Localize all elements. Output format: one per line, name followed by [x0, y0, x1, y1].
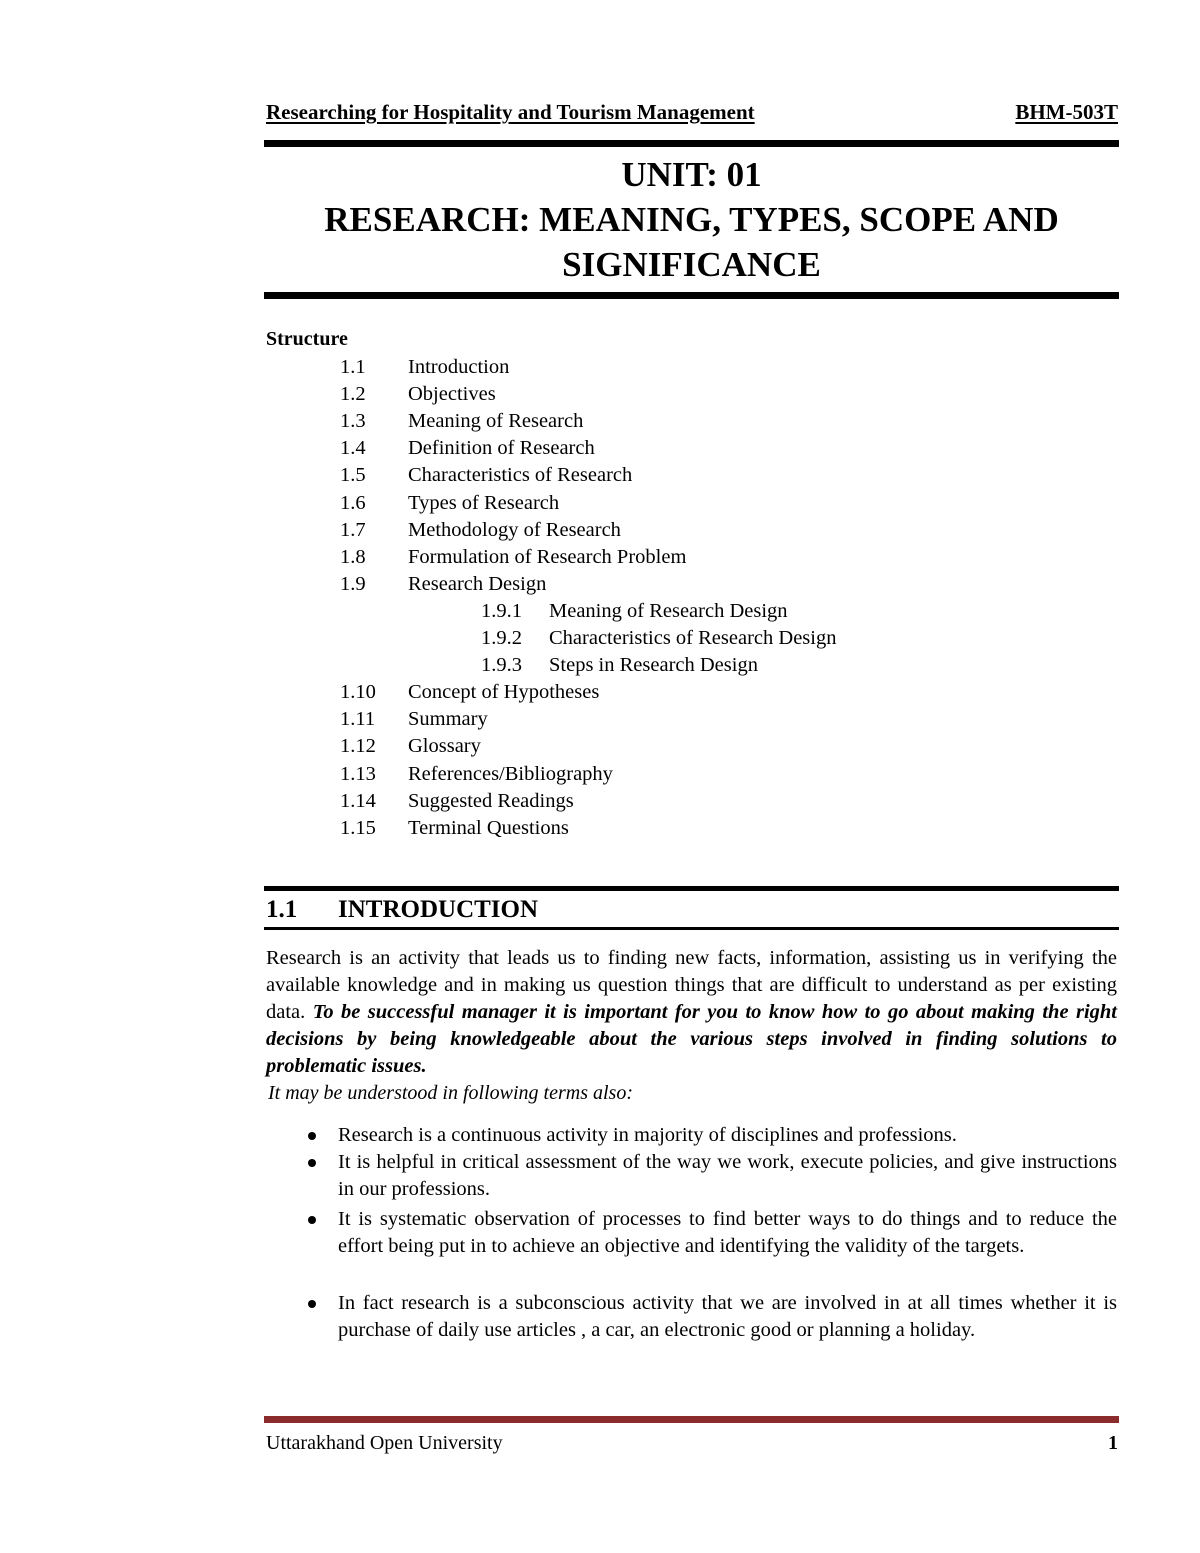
structure-item-label: Glossary [408, 735, 481, 758]
structure-item-number: 1.5 [340, 464, 366, 487]
unit-title-line2: RESEARCH: MEANING, TYPES, SCOPE AND [324, 200, 1059, 239]
course-code: BHM-503T [1015, 100, 1118, 124]
structure-item-number: 1.6 [340, 491, 366, 514]
section-rule-top [264, 886, 1119, 891]
footer-rule [264, 1416, 1119, 1423]
structure-item-number: 1.9.1 [481, 599, 522, 622]
structure-item-label: Research Design [408, 572, 547, 595]
lead-in: It may be understood in following terms also: [268, 1082, 633, 1104]
structure-item-number: 1.9.3 [481, 654, 522, 677]
bullet-text: It is systematic observation of processes to find better ways to do things and to reduce the effort being put in to achieve an objective and identifying the validity of the targets. [338, 1208, 1117, 1257]
course-title: Researching for Hospitality and Tourism Management [266, 100, 755, 124]
structure-item-number: 1.8 [340, 545, 366, 568]
structure-item-number: 1.11 [340, 708, 376, 731]
structure-item-number: 1.13 [340, 762, 376, 785]
running-header [266, 100, 1118, 125]
section-title: INTRODUCTION [338, 896, 539, 923]
structure-item-label: Meaning of Research [408, 410, 584, 433]
bullet-dot-icon [308, 1132, 316, 1140]
structure-item-label: Definition of Research [408, 437, 595, 460]
page-number: 1 [1108, 1432, 1118, 1454]
section-number: 1.1 [266, 896, 298, 923]
intro-text: Research is an activity that leads us to finding new facts, information, assisting us in verifying the available knowledge and in making us question things that are difficult to understand as per existing data. [266, 947, 1117, 1023]
bullet-dot-icon [308, 1159, 316, 1167]
structure-item-label: Summary [408, 708, 488, 731]
structure-item-number: 1.10 [340, 681, 376, 704]
unit-title [264, 152, 1119, 287]
structure-item-number: 1.9.2 [481, 627, 522, 649]
structure-item-number: 1.12 [340, 735, 376, 758]
structure-item-number: 1.14 [340, 789, 376, 812]
intro-paragraph [266, 945, 1117, 1080]
unit-title-line1: UNIT: 01 [621, 155, 762, 194]
title-rule [264, 292, 1119, 299]
unit-title-line3: SIGNIFICANCE [562, 245, 821, 284]
bullet-text: It is helpful in critical assessment of the way we work, execute policies, and give instructions in our professions. [338, 1151, 1117, 1200]
page-footer [266, 1432, 1118, 1455]
structure-item-number: 1.9 [340, 572, 366, 595]
bullet-dot-icon [308, 1216, 316, 1224]
structure-item-label: Types of Research [408, 491, 560, 514]
structure-item-label: Objectives [408, 383, 496, 406]
bullet-text: In fact research is a subconscious activity that we are involved in at all times whether it is purchase of daily use articles , a car, an electronic good or planning a holiday. [338, 1292, 1117, 1341]
structure-item-label: Concept of Hypotheses [408, 681, 600, 704]
structure-item-label: Characteristics of Research Design [549, 627, 837, 649]
structure-heading: Structure [266, 328, 348, 350]
structure-item-label: Terminal Questions [408, 816, 569, 839]
structure-item-label: Formulation of Research Problem [408, 545, 687, 568]
structure-item-label: Introduction [408, 356, 510, 378]
structure-item-label: References/Bibliography [408, 762, 613, 785]
structure-item-number: 1.7 [340, 518, 366, 541]
section-rule-bottom [264, 927, 1119, 930]
bullet-text: Research is a continuous activity in majority of disciplines and professions. [338, 1124, 957, 1146]
structure-item-number: 1.3 [340, 410, 366, 433]
structure-item-number: 1.4 [340, 437, 366, 460]
structure-item-label: Methodology of Research [408, 518, 621, 541]
structure-item-label: Characteristics of Research [408, 464, 633, 487]
structure-item-number: 1.15 [340, 816, 376, 839]
university-name: Uttarakhand Open University [266, 1432, 503, 1454]
bullet-dot-icon [308, 1300, 316, 1308]
structure-item-label: Suggested Readings [408, 789, 574, 812]
structure-item-label: Meaning of Research Design [549, 599, 788, 622]
structure-item-number: 1.1 [340, 356, 366, 378]
structure-item-label: Steps in Research Design [549, 654, 758, 677]
intro-emphasis: To be successful manager it is important for you to know how to go about making the right decisions by being knowledgeable about the various steps involved in finding solutions to problematic issues. [266, 1001, 1117, 1077]
structure-item-number: 1.2 [340, 383, 366, 406]
header-rule [264, 140, 1119, 147]
